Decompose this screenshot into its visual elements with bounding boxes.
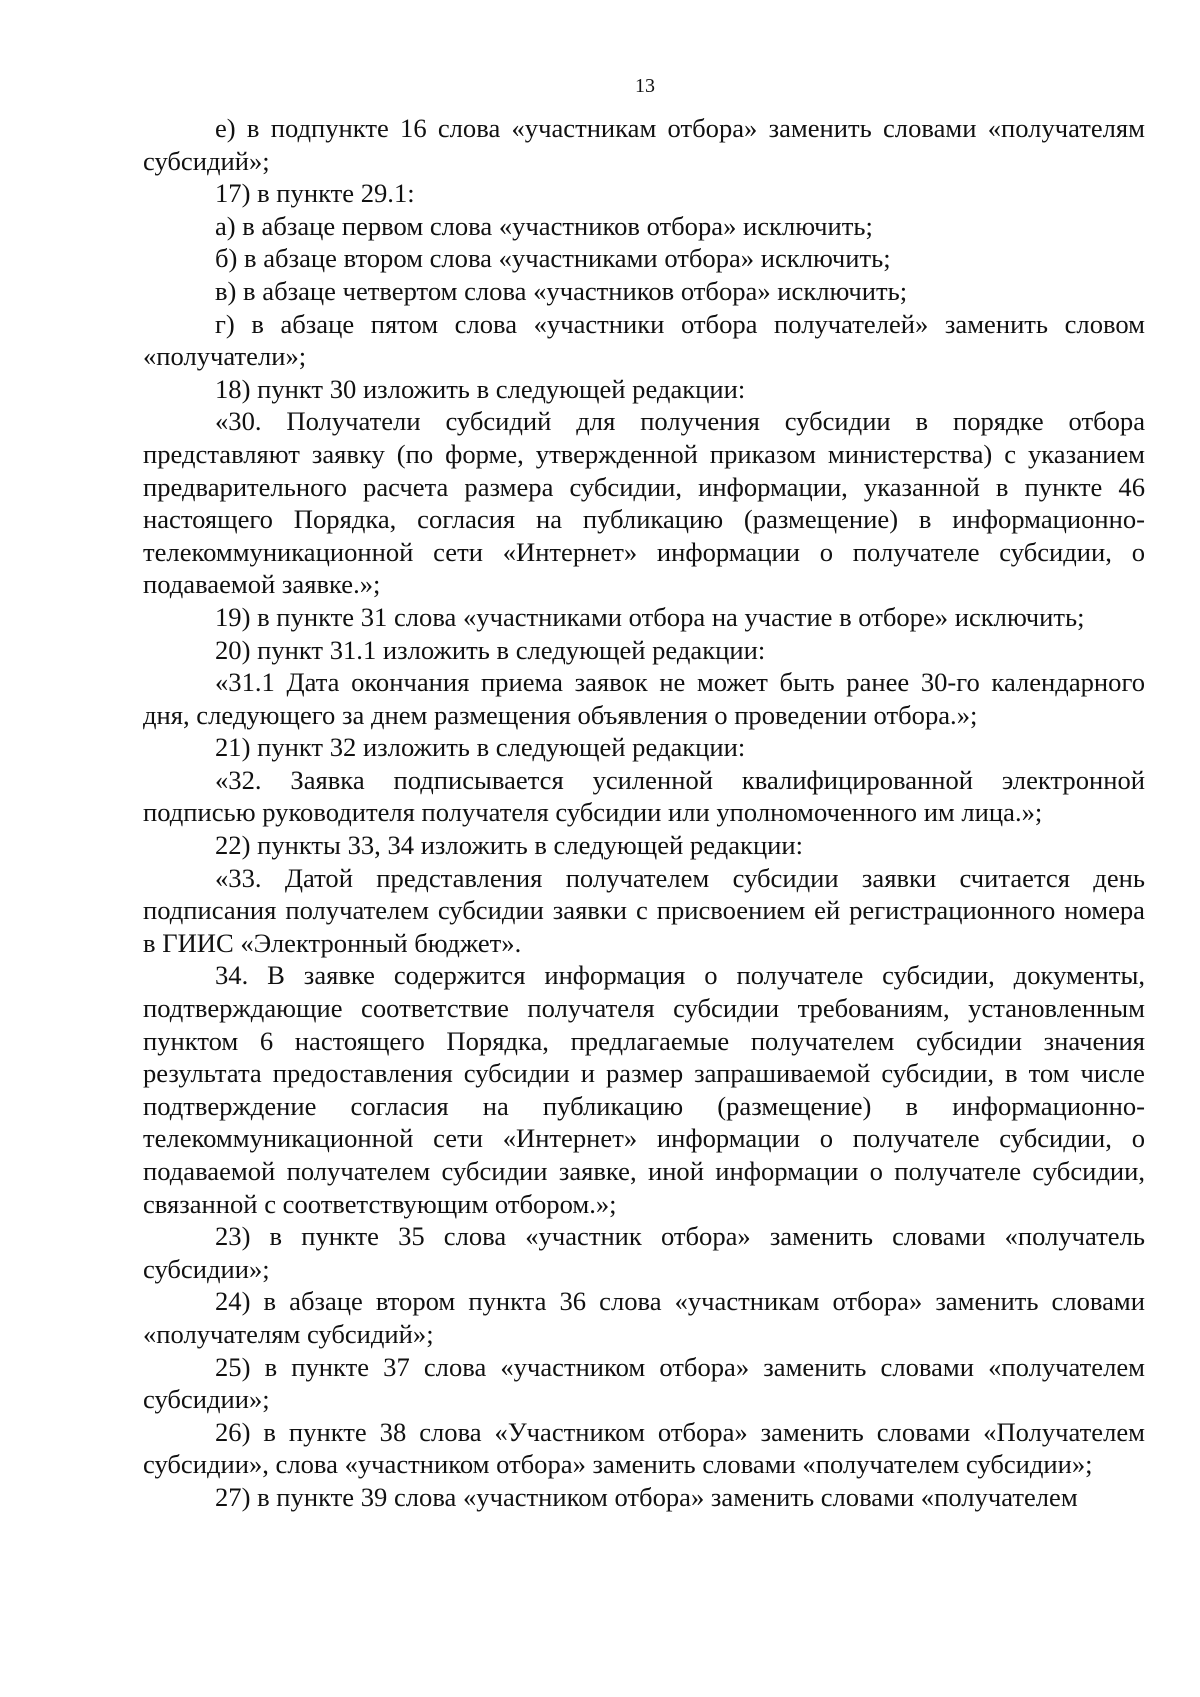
paragraph-quote-30: «30. Получатели субсидий для получения субсидии в порядке отбора представляют заявку (по форме, утвержденной приказом министерства) с указанием предварительного расчета размера субсидии, информации, указанной в пункте 46 настоящего Порядка, согласия на публикацию (размещение) в информационно-телекоммуникационной сети «Интернет» информации о получателе субсидии, о подаваемой заявке.»; bbox=[143, 406, 1145, 600]
paragraph-item-v: в) в абзаце четвертом слова «участников отбора» исключить; bbox=[215, 275, 908, 306]
document-body bbox=[143, 112, 1145, 1514]
paragraph-18: 18) пункт 30 изложить в следующей редакции: bbox=[215, 373, 746, 404]
paragraph-item-b: б) в абзаце втором слова «участниками отбора» исключить; bbox=[215, 243, 891, 274]
page-number: 13 bbox=[635, 75, 655, 97]
paragraph-item-e: е) в подпункте 16 слова «участникам отбора» заменить словами «получателям субсидий»; bbox=[143, 113, 1145, 176]
paragraph-item-a: а) в абзаце первом слова «участников отбора» исключить; bbox=[215, 210, 873, 241]
paragraph-quote-33: «33. Датой представления получателем субсидии заявки считается день подписания получателем субсидии заявки с присвоением ей регистрационного номера в ГИИС «Электронный бюджет». bbox=[143, 862, 1145, 958]
paragraph-quote-31-1: «31.1 Дата окончания приема заявок не может быть ранее 30-го календарного дня, следующего за днем размещения объявления о проведении отбора.»; bbox=[143, 667, 1145, 730]
paragraph-24: 24) в абзаце втором пункта 36 слова «участникам отбора» заменить словами «получателям субсидий»; bbox=[143, 1286, 1145, 1349]
paragraph-27: 27) в пункте 39 слова «участником отбора» заменить словами «получателем bbox=[215, 1481, 1078, 1512]
paragraph-item-g: г) в абзаце пятом слова «участники отбора получателей» заменить словом «получатели»; bbox=[143, 308, 1145, 372]
paragraph-20: 20) пункт 31.1 изложить в следующей редакции: bbox=[215, 634, 766, 665]
paragraph-23: 23) в пункте 35 слова «участник отбора» заменить словами «получатель субсидии»; bbox=[143, 1221, 1145, 1284]
paragraph-25: 25) в пункте 37 слова «участником отбора» заменить словами «получателем субсидии»; bbox=[143, 1351, 1145, 1415]
paragraph-26: 26) в пункте 38 слова «Участником отбора» заменить словами «Получателем субсидии», слова «участником отбора» заменить словами «получателем субсидии»; bbox=[143, 1416, 1145, 1480]
paragraph-22: 22) пункты 33, 34 изложить в следующей редакции: bbox=[215, 830, 804, 861]
paragraph-17: 17) в пункте 29.1: bbox=[215, 178, 415, 209]
paragraph-19: 19) в пункте 31 слова «участниками отбора на участие в отборе» исключить; bbox=[215, 601, 1085, 632]
paragraph-quote-32: «32. Заявка подписывается усиленной квалифицированной электронной подписью руководителя получателя субсидии или уполномоченного им лица.»; bbox=[143, 764, 1145, 828]
paragraph-21: 21) пункт 32 изложить в следующей редакции: bbox=[215, 732, 746, 763]
paragraph-34: 34. В заявке содержится информация о получателе субсидии, документы, подтверждающие соответствие получателя субсидии требованиям, установленным пунктом 6 настоящего Порядка, предлагаемые получателем субсидии значения результата предоставления субсидии и размер запрашиваемой субсидии, в том числе подтверждение согласия на публикацию (размещение) в информационно-телекоммуникационной сети «Интернет» информации о получателе субсидии, о подаваемой получателем субсидии заявке, иной информации о получателе субсидии, связанной с соответствующим отбором.»; bbox=[143, 960, 1145, 1219]
